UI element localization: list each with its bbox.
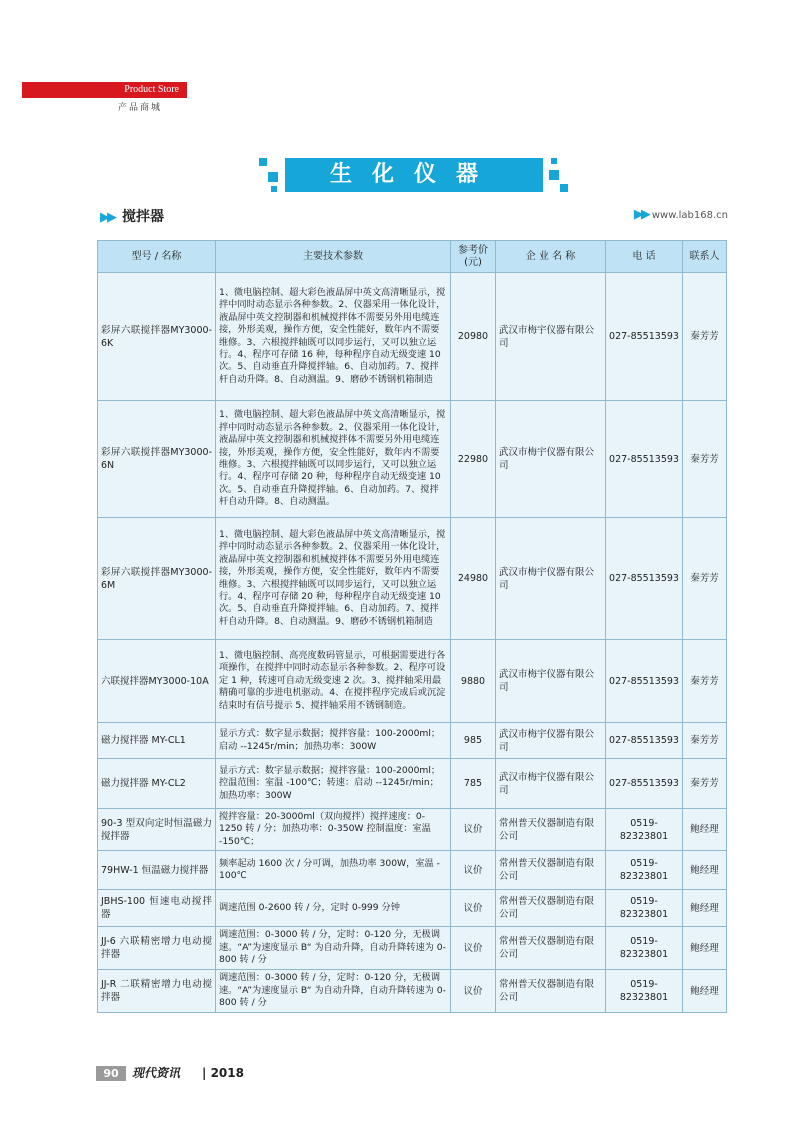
cell-price: 24980 (451, 518, 496, 640)
cell-contact: 秦芳芳 (683, 759, 727, 809)
cell-phone: 027-85513593 (606, 401, 683, 518)
header-phone: 电 话 (606, 241, 683, 273)
cell-spec: 1、微电脑控制、超大彩色液晶屏中英文高清晰显示，搅拌中同时动态显示各种参数。2、仪器采用一体化设计，液晶屏中英文控制器和机械搅拌体不需要另外用电缆连接，外形美观，操作方便，安全性能好，数年内不需要维修。3、六根搅拌轴既可以同步运行，又可以独立运行。4、程序可存储 20 种，每种程序自动无级变速 10 次。5、自动垂直升降搅拌轴。6、自动加药。7、搅拌杆自动升降。8、自动测温。 (216, 401, 451, 518)
cell-phone: 0519-82323801 (606, 970, 683, 1013)
cell-phone: 027-85513593 (606, 518, 683, 640)
section-title (100, 206, 164, 226)
cell-price: 785 (451, 759, 496, 809)
cell-model: 六联搅拌器MY3000-10A (98, 640, 216, 723)
cell-contact: 鲍经理 (683, 890, 727, 927)
cell-phone: 0519-82323801 (606, 927, 683, 970)
cell-company: 常州普天仪器制造有限公司 (496, 851, 606, 890)
banner-decoration-square (560, 184, 568, 192)
cell-contact: 秦芳芳 (683, 273, 727, 401)
cell-model: 彩屏六联搅拌器MY3000-6K (98, 273, 216, 401)
cell-contact: 鲍经理 (683, 970, 727, 1013)
table-row (98, 759, 727, 809)
banner-decoration-square (549, 170, 559, 180)
page-banner-title: 生化仪器 (285, 158, 543, 192)
cell-phone: 027-85513593 (606, 273, 683, 401)
cell-contact: 秦芳芳 (683, 723, 727, 759)
table-row (98, 851, 727, 890)
double-chevron-icon: ▶▶ (100, 210, 114, 225)
table-row (98, 809, 727, 851)
cell-company: 武汉市梅宇仪器有限公司 (496, 518, 606, 640)
cell-price: 20980 (451, 273, 496, 401)
cell-model: 79HW-1 恒温磁力搅拌器 (98, 851, 216, 890)
cell-spec: 频率起动 1600 次 / 分可调，加热功率 300W，室温 - 100℃ (216, 851, 451, 890)
cell-company: 武汉市梅宇仪器有限公司 (496, 723, 606, 759)
website-link[interactable] (634, 207, 728, 222)
publication-year: | 2018 (202, 1066, 244, 1080)
header-contact: 联系人 (683, 241, 727, 273)
double-chevron-icon: ▶▶ (633, 207, 648, 222)
cell-model: 90-3 型双向定时恒温磁力搅拌器 (98, 809, 216, 851)
cell-company: 武汉市梅宇仪器有限公司 (496, 640, 606, 723)
banner-decoration-square (271, 186, 277, 192)
cell-model: JJ-R 二联精密增力电动搅拌器 (98, 970, 216, 1013)
cell-spec: 显示方式：数字显示数据；搅拌容量：100-2000ml；启动 --1245r/min；加热功率：300W (216, 723, 451, 759)
cell-company: 武汉市梅宇仪器有限公司 (496, 273, 606, 401)
banner-decoration-square (259, 158, 267, 166)
header-company: 企 业 名 称 (496, 241, 606, 273)
cell-model: 彩屏六联搅拌器MY3000-6M (98, 518, 216, 640)
cell-phone: 0519-82323801 (606, 890, 683, 927)
cell-company: 常州普天仪器制造有限公司 (496, 970, 606, 1013)
cell-phone: 027-85513593 (606, 759, 683, 809)
header-model: 型号 / 名称 (98, 241, 216, 273)
cell-price: 议价 (451, 851, 496, 890)
cell-price: 22980 (451, 401, 496, 518)
cell-phone: 0519-82323801 (606, 809, 683, 851)
cell-phone: 027-85513593 (606, 723, 683, 759)
cell-company: 武汉市梅宇仪器有限公司 (496, 759, 606, 809)
table-row (98, 401, 727, 518)
cell-model: 磁力搅拌器 MY-CL1 (98, 723, 216, 759)
table-row (98, 640, 727, 723)
table-row (98, 890, 727, 927)
page-number: 90 (96, 1066, 126, 1081)
cell-price: 985 (451, 723, 496, 759)
table-row (98, 970, 727, 1013)
table-row (98, 723, 727, 759)
cell-company: 武汉市梅宇仪器有限公司 (496, 401, 606, 518)
cell-spec: 调速范围：0-3000 转 / 分，定时：0-120 分，无极调速。“A”为速度显示 B“ 为自动升降，自动升降转速为 0-800 转 / 分 (216, 927, 451, 970)
cell-model: JBHS-100 恒速电动搅拌器 (98, 890, 216, 927)
product-table (97, 240, 727, 1013)
table-row (98, 273, 727, 401)
table-row (98, 927, 727, 970)
cell-company: 常州普天仪器制造有限公司 (496, 890, 606, 927)
publication-name: 现代资讯 (132, 1066, 181, 1080)
cell-contact: 鲍经理 (683, 927, 727, 970)
cell-model: 磁力搅拌器 MY-CL2 (98, 759, 216, 809)
store-label-cn: 产品商城 (118, 103, 163, 113)
cell-model: 彩屏六联搅拌器MY3000-6N (98, 401, 216, 518)
cell-price: 议价 (451, 890, 496, 927)
cell-spec: 1、微电脑控制、超大彩色液晶屏中英文高清晰显示，搅拌中同时动态显示各种参数。2、仪器采用一体化设计，液晶屏中英文控制器和机械搅拌体不需要另外用电缆连接，外形美观，操作方便，安全性能好，数年内不需要维修。3、六根搅拌轴既可以同步运行，又可以独立运行。4、程序可存储 16 种，每种程序自动无级变速 10 次。5、自动垂直升降搅拌轴。6、自动加药。7、搅拌杆自动升降。8、自动测温。9、磨砂不锈钢机箱制造 (216, 273, 451, 401)
cell-price: 议价 (451, 970, 496, 1013)
store-label-bar (22, 82, 187, 98)
cell-spec: 显示方式：数字显示数据；搅拌容量：100-2000ml；控温范围：室温 -100℃；转速：启动 --1245r/min；加热功率：300W (216, 759, 451, 809)
cell-spec: 1、微电脑控制、高亮度数码管显示，可根据需要进行各项操作，在搅拌中同时动态显示各种参数。2、程序可设定 1 种，转速可自动无级变速 2 次。3、搅拌轴采用最精确可靠的步进电机驱动。4、在搅拌程序完成后或沉淀结束时有信号提示 5、搅拌轴采用不锈钢制造。 (216, 640, 451, 723)
store-label-en: Product Store (124, 84, 179, 95)
cell-company: 常州普天仪器制造有限公司 (496, 809, 606, 851)
cell-price: 9880 (451, 640, 496, 723)
cell-spec: 调速范围：0-3000 转 / 分，定时：0-120 分，无极调速。“A”为速度显示 B“ 为自动升降，自动升降转速为 0-800 转 / 分 (216, 970, 451, 1013)
cell-model: JJ-6 六联精密增力电动搅拌器 (98, 927, 216, 970)
banner-decoration-square (268, 172, 278, 182)
header-price: 参考价 (元) (451, 241, 496, 273)
cell-price: 议价 (451, 809, 496, 851)
cell-price: 议价 (451, 927, 496, 970)
banner-decoration-square (551, 158, 557, 164)
cell-contact: 秦芳芳 (683, 640, 727, 723)
cell-company: 常州普天仪器制造有限公司 (496, 927, 606, 970)
year-text: 2018 (210, 1066, 244, 1080)
website-text: www.lab168.cn (651, 210, 728, 221)
cell-contact: 秦芳芳 (683, 518, 727, 640)
cell-spec: 调速范围 0-2600 转 / 分，定时 0-999 分钟 (216, 890, 451, 927)
cell-spec: 1、微电脑控制、超大彩色液晶屏中英文高清晰显示，搅拌中同时动态显示各种参数。2、仪器采用一体化设计，液晶屏中英文控制器和机械搅拌体不需要另外用电缆连接，外形美观，操作方便，安全性能好，数年内不需要维修。3、六根搅拌轴既可以同步运行，又可以独立运行。4、程序可存储 20 种，每种程序自动无级变速 10 次。5、自动垂直升降搅拌轴。6、自动加药。7、搅拌杆自动升降。8、自动测温。9、磨砂不锈钢机箱制造 (216, 518, 451, 640)
table-header-row (98, 241, 727, 273)
cell-phone: 0519-82323801 (606, 851, 683, 890)
table-row (98, 518, 727, 640)
cell-contact: 鲍经理 (683, 851, 727, 890)
header-spec: 主要技术参数 (216, 241, 451, 273)
cell-spec: 搅拌容量：20-3000ml（双向搅拌）搅拌速度：0-1250 转 / 分；加热功率：0-350W 控制温度：室温 -150℃； (216, 809, 451, 851)
section-title-text: 搅拌器 (122, 209, 164, 225)
cell-phone: 027-85513593 (606, 640, 683, 723)
cell-contact: 秦芳芳 (683, 401, 727, 518)
cell-contact: 鲍经理 (683, 809, 727, 851)
